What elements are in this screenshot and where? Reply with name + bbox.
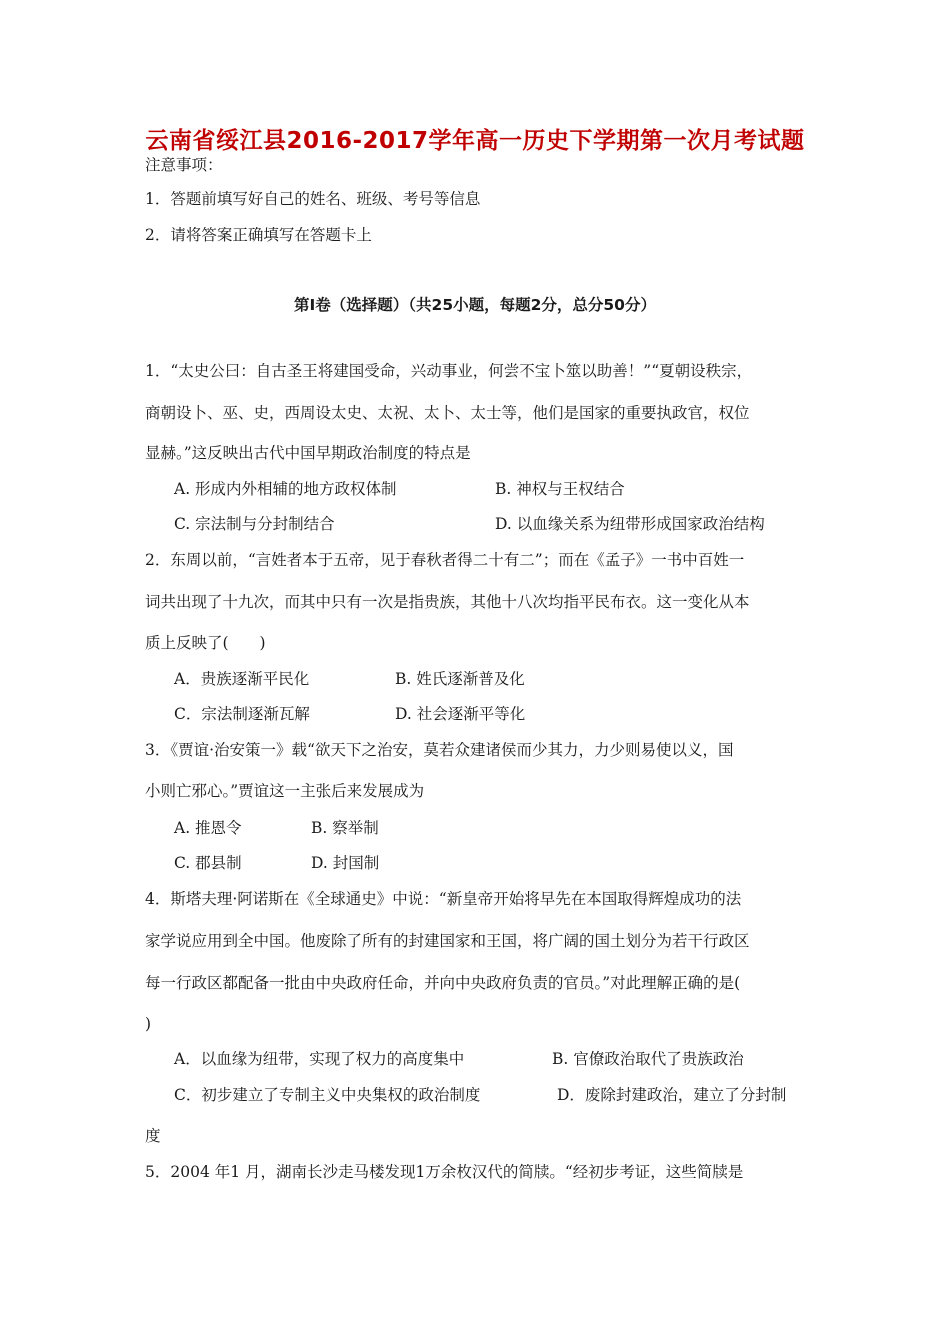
question-2-option-c: C．宗法制逐渐瓦解	[174, 705, 310, 723]
question-2-line: 词共出现了十九次，而其中只有一次是指贵族，其他十八次均指平民布衣。这一变化从本	[145, 593, 750, 611]
question-1-option-a: A. 形成内外相辅的地方政权体制	[174, 480, 397, 498]
question-3-line: 3．《贾谊·治安策一》载“欲天下之治安，莫若众建诸侯而少其力，力少则易使以义，国	[145, 741, 734, 759]
question-4-option-c: C．初步建立了专制主义中央集权的政治制度	[174, 1086, 481, 1104]
question-3-line: 小则亡邪心。”贾谊这一主张后来发展成为	[145, 782, 425, 800]
question-2-line: 2．东周以前，“言姓者本于五帝，见于春秋者得二十有二”；而在《孟子》一书中百姓一	[145, 551, 745, 569]
question-4-option-d: D．废除封建政治，建立了分封制	[557, 1086, 787, 1104]
question-4-line: 4．斯塔夫理·阿诺斯在《全球通史》中说：“新皇帝开始将早先在本国取得辉煌成功的法	[145, 890, 742, 908]
notice-heading: 注意事项：	[145, 156, 223, 174]
notice-item: 2．请将答案正确填写在答题卡上	[145, 226, 372, 244]
question-1-line: 商朝设卜、巫、史，西周设太史、太祝、太卜、太士等，他们是国家的重要执政官，权位	[145, 404, 750, 422]
exam-title: 云南省绥江县2016-2017学年高一历史下学期第一次月考试题	[145, 128, 805, 154]
question-2-option-a: A．贵族逐渐平民化	[174, 670, 310, 688]
question-4-line: 家学说应用到全中国。他废除了所有的封建国家和王国，将广阔的国土划分为若干行政区	[145, 932, 750, 950]
question-3-option-b: B. 察举制	[311, 819, 379, 837]
question-4-line: 每一行政区都配备一批由中央政府任命，并向中央政府负责的官员。”对此理解正确的是(	[145, 974, 741, 992]
question-3-option-c: C. 郡县制	[174, 854, 242, 872]
question-1-option-d: D. 以血缘关系为纽带形成国家政治结构	[495, 515, 765, 533]
question-1-line: 显赫。”这反映出古代中国早期政治制度的特点是	[145, 444, 471, 462]
section-heading: 第I卷（选择题）（共25小题，每题2分，总分50分）	[294, 296, 656, 314]
question-2-option-d: D. 社会逐渐平等化	[395, 705, 526, 723]
question-4-line: )	[145, 1015, 152, 1033]
question-4-option-d-wrap: 度	[145, 1127, 161, 1145]
question-2-line: 质上反映了( )	[145, 634, 266, 652]
question-1-option-b: B. 神权与王权结合	[495, 480, 625, 498]
question-1-option-c: C. 宗法制与分封制结合	[174, 515, 335, 533]
question-1-line: 1．“太史公曰：自古圣王将建国受命，兴动事业，何尝不宝卜筮以助善！”“夏朝设秩宗，	[145, 362, 753, 380]
notice-item: 1．答题前填写好自己的姓名、班级、考号等信息	[145, 190, 481, 208]
question-2-option-b: B. 姓氏逐渐普及化	[395, 670, 525, 688]
question-3-option-d: D. 封国制	[311, 854, 380, 872]
question-4-option-a: A．以血缘为纽带，实现了权力的高度集中	[174, 1050, 465, 1068]
question-4-option-b: B. 官僚政治取代了贵族政治	[552, 1050, 744, 1068]
question-5-line: 5．2004 年1 月，湖南长沙走马楼发现1万余枚汉代的简牍。“经初步考证，这些简牍是	[145, 1163, 744, 1181]
question-3-option-a: A. 推恩令	[174, 819, 242, 837]
